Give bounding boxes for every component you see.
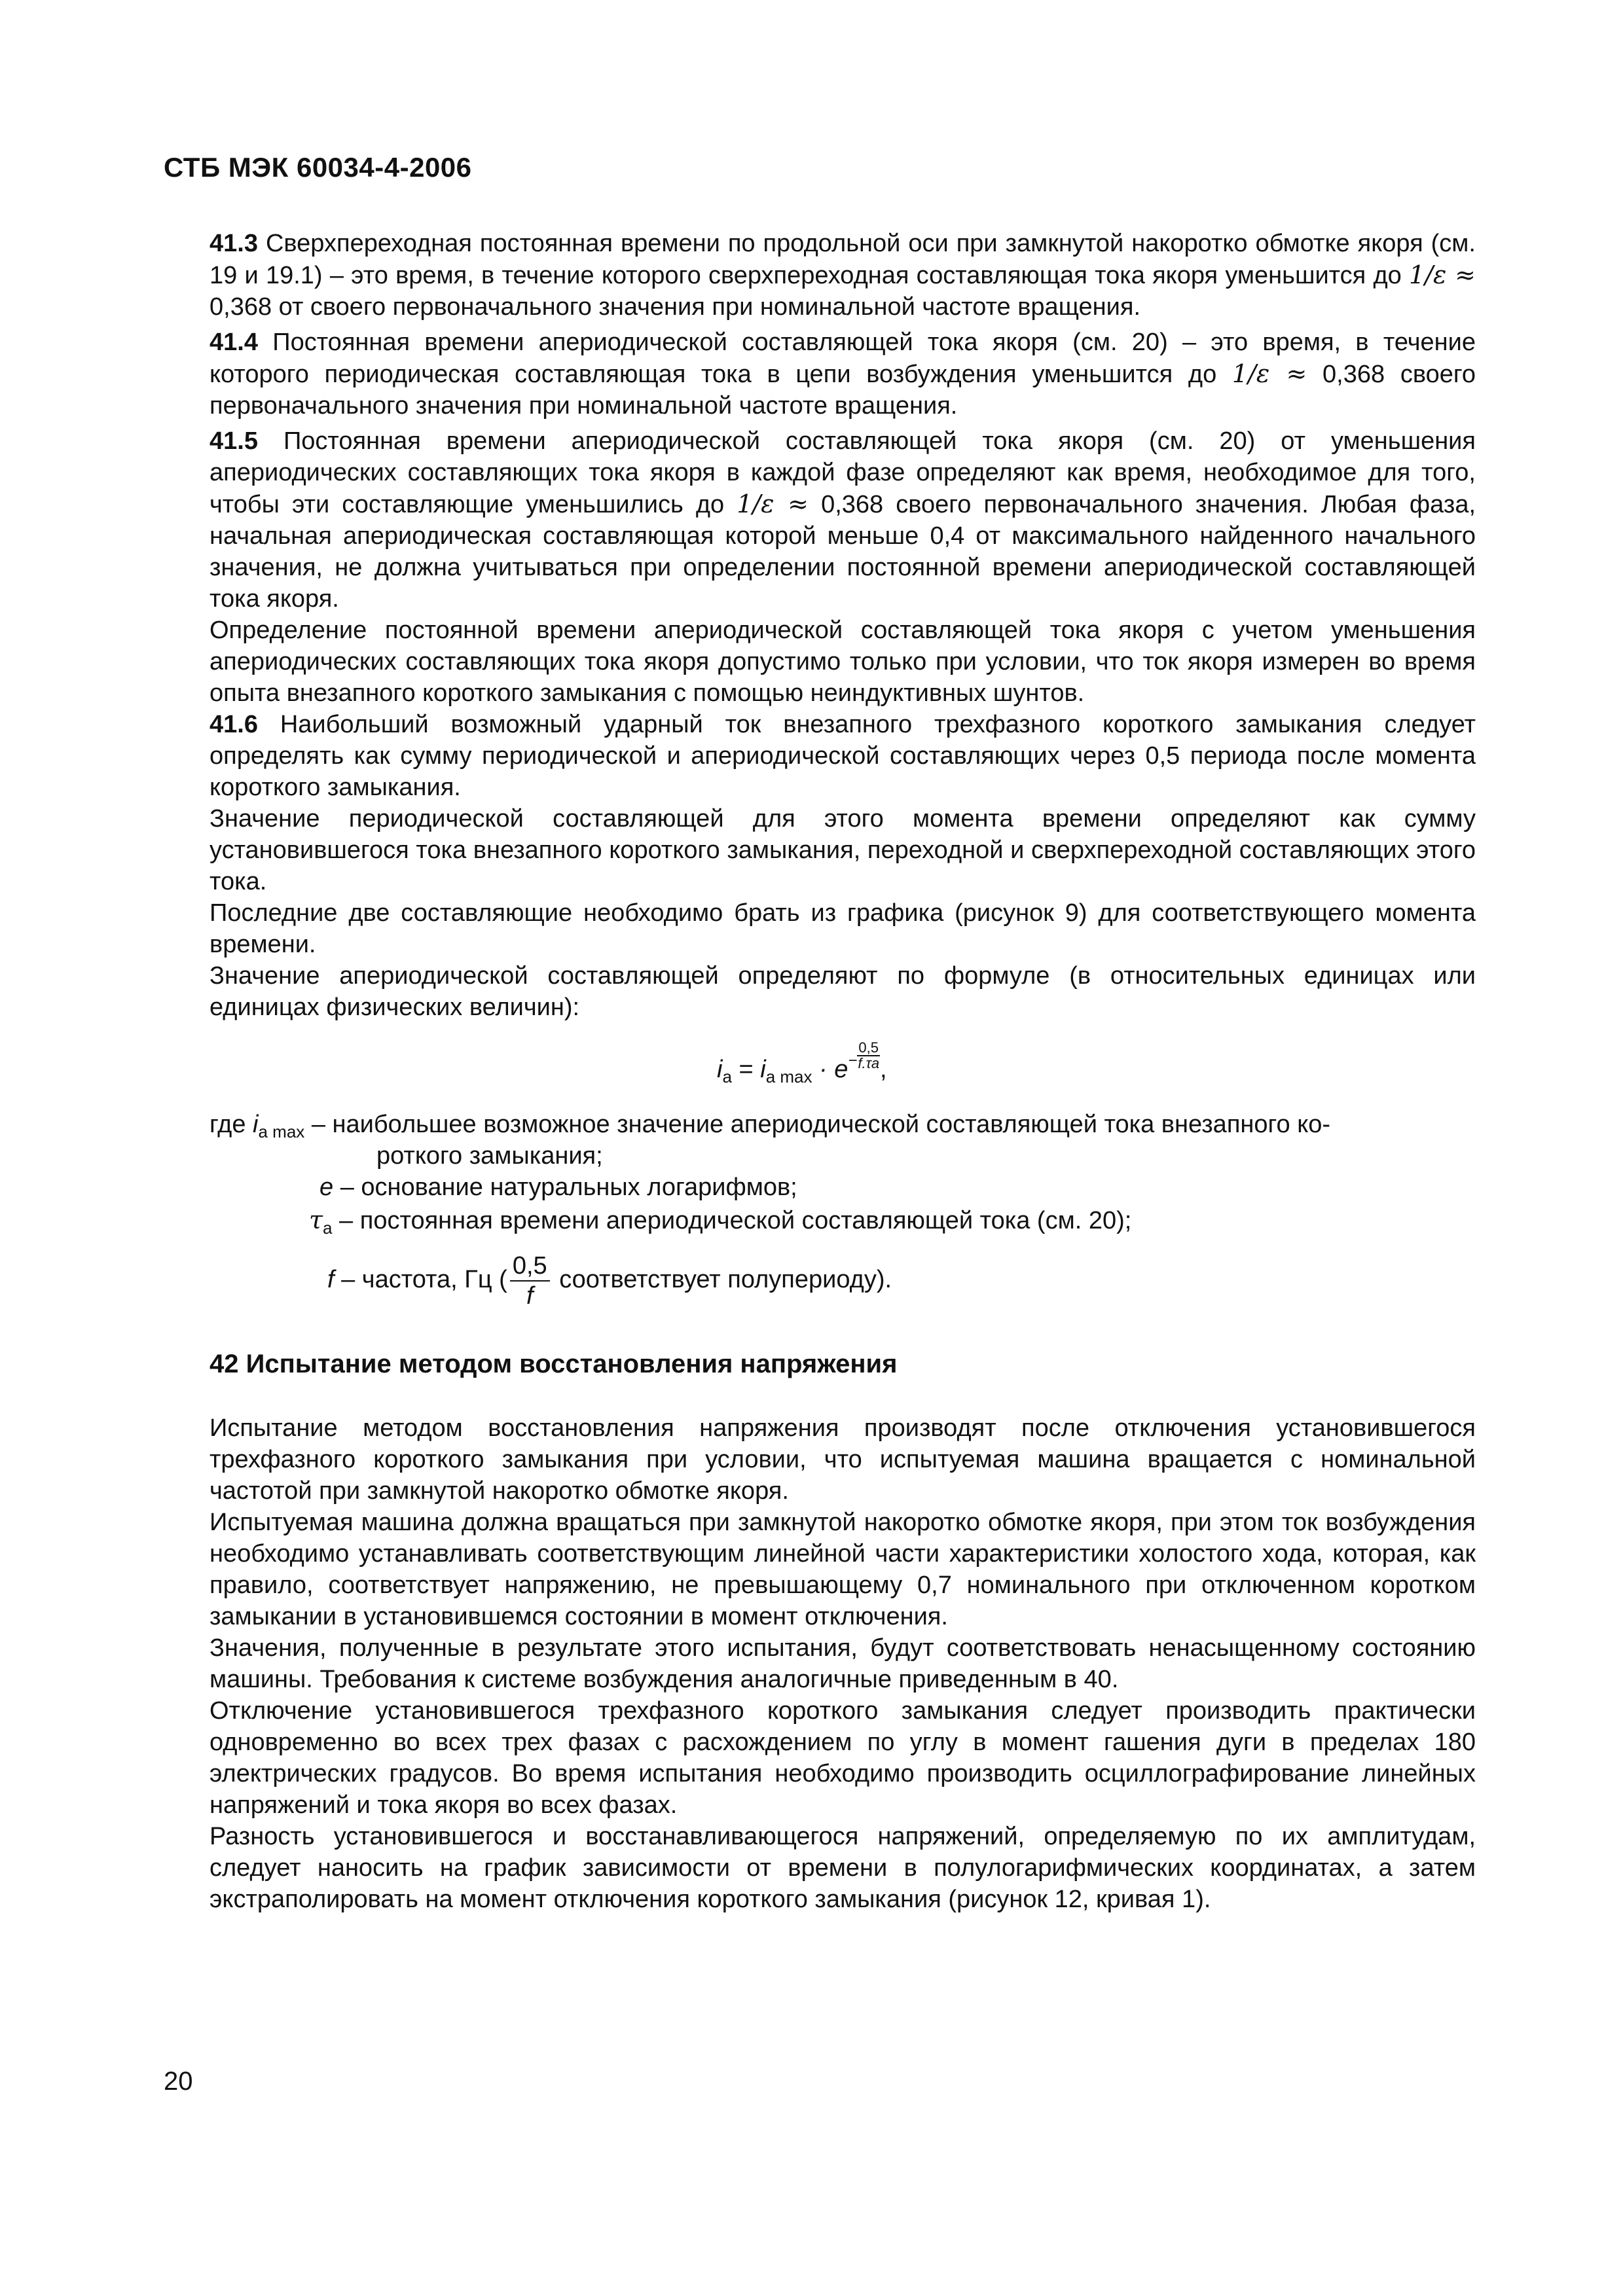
where-f-description: – частота, Гц (: [334, 1266, 507, 1294]
where-tau: [309, 1204, 1131, 1244]
formula-rhs: i: [760, 1056, 766, 1083]
paragraph-41-6-formula-intro: Значение апериодической составляющей определяют по формуле (в относительных единицах или единицах физических величин):: [210, 962, 1476, 1021]
formula-exp-sign: −: [848, 1052, 858, 1069]
where-f-fraction-numerator: 0,5: [510, 1251, 550, 1282]
section-42-text: [210, 1412, 1476, 1915]
formula-lhs: i: [717, 1056, 723, 1083]
where-symbol-f: f: [327, 1266, 335, 1294]
paragraph-41-6: [210, 709, 1476, 803]
where-f: [327, 1251, 892, 1310]
paragraph-text: Сверхпереходная постоянная времени по продольной оси при замкнутой накоротко обмотке якоря (см. 19 и 19.1) – это время, в течение которого сверхпереходная составляющая тока якоря уменьшится до: [210, 230, 1476, 289]
clause-number: 41.4: [210, 329, 258, 356]
where-e-description: – основание натуральных логарифмов;: [333, 1174, 797, 1201]
where-lead: где: [210, 1111, 246, 1138]
formula-exp-base: · e: [812, 1056, 848, 1083]
formula-tail: ,: [880, 1056, 887, 1083]
where-i-description-continued: роткого замыкания;: [376, 1142, 603, 1170]
paragraph-text: 0,368 своего первоначального значения. Любая фаза, начальная апериодическая составляющая которой меньше 0,4 от максимального найденного начального значения, не должна учитываться при определении постоянной времени апериодической составляющей тока якоря.: [210, 491, 1476, 613]
section-41-text: [210, 228, 1476, 1023]
paragraph-text: Постоянная времени апериодической составляющей тока якоря (см. 20) от уменьшения апериодических составляющих тока якоря в каждой фазе определяют как время, необходимое для того, чтобы эти составляющие уменьшились до: [210, 427, 1476, 518]
math-expression: 1/ε ≈: [1231, 359, 1307, 388]
formula-rhs-subscript: a max: [765, 1067, 812, 1086]
paragraph-42-3: Значения, полученные в результате этого испытания, будут соответствовать ненасыщенному состоянию машины. Требования к системе возбуждения аналогичные приведенным в 40.: [210, 1634, 1476, 1693]
where-symbol-i-subscript: a max: [258, 1122, 305, 1141]
paragraph-text: 0,368 от своего первоначального значения при номинальной частоте вращения.: [210, 293, 1141, 321]
clause-number: 41.5: [210, 427, 258, 455]
paragraph-41-4: [210, 327, 1476, 422]
where-i-description: – наибольшее возможное значение апериодической составляющей тока внезапного ко-: [304, 1111, 1331, 1138]
formula-exp-denominator: f.τa: [858, 1055, 880, 1071]
formula-exp-numerator: 0,5: [858, 1039, 879, 1056]
paragraph-42-1: Испытание методом восстановления напряжения производят после отключения установившегося трехфазного короткого замыкания при условии, что испытуемая машина вращается с номинальной частотой при замкнутой накоротко обмотке якоря.: [210, 1414, 1476, 1505]
formula-equals: =: [731, 1056, 761, 1083]
clause-number: 41.6: [210, 711, 258, 738]
section-42-heading: 42 Испытание методом восстановления напряжения: [210, 1350, 898, 1378]
paragraph-text: Наибольший возможный ударный ток внезапного трехфазного короткого замыкания следует определять как сумму периодической и апериодической составляющих через 0,5 периода после момента короткого замыкания.: [210, 711, 1476, 801]
formula-lhs-subscript: a: [722, 1067, 732, 1086]
paragraph-41-6-periodic: Значение периодической составляющей для этого момента времени определяют как сумму установившегося тока внезапного короткого замыкания, переходной и сверхпереходной составляющих этого тока.: [210, 805, 1476, 895]
clause-number: 41.3: [210, 230, 258, 257]
where-symbol-i: i: [253, 1111, 259, 1138]
formula-exponent-fraction: [857, 1041, 880, 1071]
paragraph-41-5: [210, 425, 1476, 615]
paragraph-text: Постоянная времени апериодической составляющей тока якоря (см. 20) – это время, в течение которого периодическая составляющая тока в цепи возбуждения уменьшится до: [210, 329, 1476, 388]
aperiodic-formula: [717, 1041, 887, 1087]
where-symbol-tau: τ: [309, 1206, 323, 1234]
paragraph-42-4: Отключение установившегося трехфазного короткого замыкания следует производить практически одновременно во всех трех фазах с расхождением по углу в момент гашения дуги в пределах 180 электрических градусов. Во время испытания необходимо производить осциллографирование линейных напряжений и тока якоря во всех фазах.: [210, 1697, 1476, 1819]
math-expression: 1/ε ≈: [737, 490, 809, 518]
page-number: 20: [164, 2067, 193, 2096]
where-tau-description: – постоянная времени апериодической составляющей тока (см. 20);: [332, 1207, 1132, 1234]
where-i-amax-continued: [376, 1140, 603, 1172]
where-f-fraction-denominator: f: [526, 1282, 534, 1310]
paragraph-41-5-continued: Определение постоянной времени апериодической составляющей тока якоря с учетом уменьшения апериодических составляющих тока якоря допустимо только при условии, что ток якоря измерен во время опыта внезапного короткого замыкания с помощью неиндуктивных шунтов.: [210, 617, 1476, 707]
where-e: [319, 1172, 797, 1203]
paragraph-42-2: Испытуемая машина должна вращаться при замкнутой накоротко обмотке якоря, при этом ток возбуждения необходимо устанавливать соответствующим линейной части характеристики холостого хода, которая, как правило, соответствует напряжению, не превышающему 0,7 номинального при отключенном коротком замыкании в установившемся состоянии в момент отключения.: [210, 1509, 1476, 1630]
where-f-description-end: соответствует полупериоду).: [552, 1266, 892, 1294]
paragraph-41-3: [210, 228, 1476, 323]
paragraph-41-6-graph: Последние две составляющие необходимо брать из графика (рисунок 9) для соответствующего момента времени.: [210, 899, 1476, 958]
page-header: СТБ МЭК 60034-4-2006: [164, 152, 472, 183]
where-symbol-e: e: [319, 1174, 334, 1201]
paragraph-42-5: Разность установившегося и восстанавливающегося напряжений, определяемую по их амплитудам, следует наносить на график зависимости от времени в полулогарифмических координатах, а затем экстраполировать на момент отключения короткого замыкания (рисунок 12, кривая 1).: [210, 1823, 1476, 1913]
where-symbol-tau-subscript: a: [323, 1218, 333, 1238]
where-f-fraction: [510, 1251, 550, 1310]
math-expression: 1/ε ≈: [1409, 260, 1476, 289]
paragraph-text: 0,368 своего первоначального значения при номинальной частоте вращения.: [210, 361, 1476, 420]
